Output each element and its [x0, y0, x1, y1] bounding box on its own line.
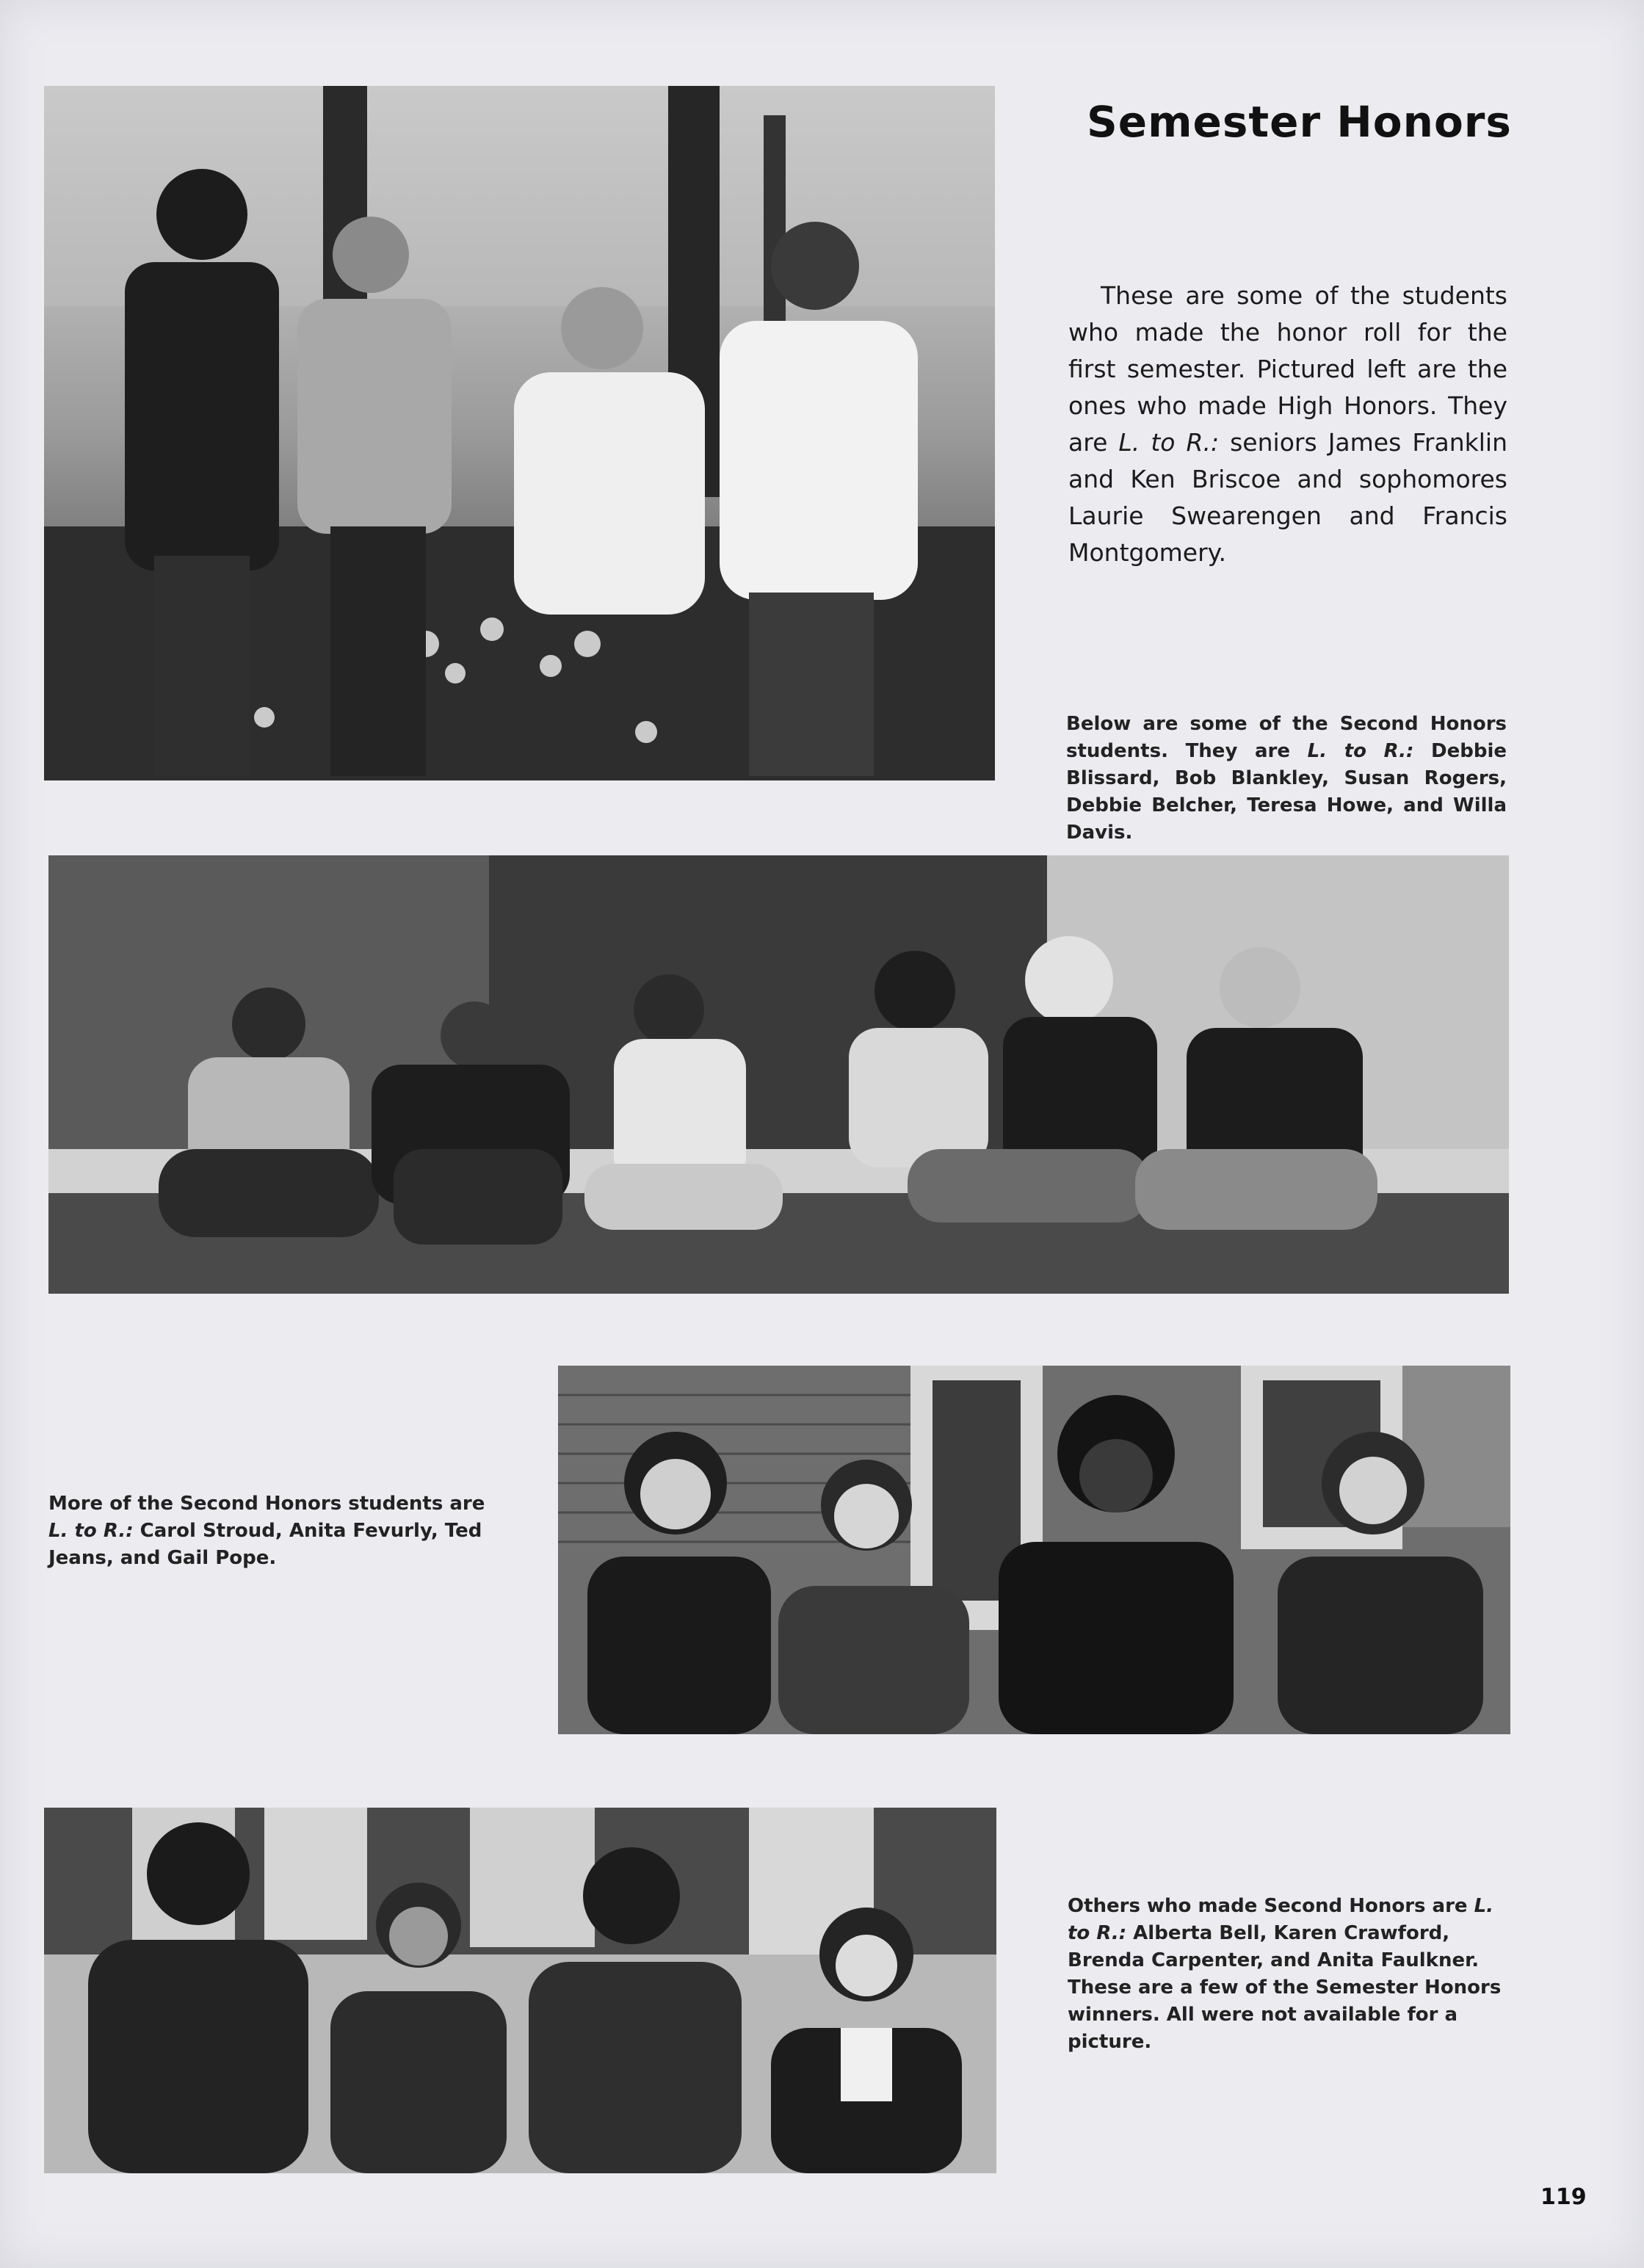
- caption-more-italic: L. to R.:: [48, 1520, 134, 1542]
- caption-second-honors: [1066, 711, 1507, 847]
- caption-others-before: Others who made Second Honors are: [1068, 1895, 1474, 1917]
- intro-paragraph: [1068, 278, 1507, 571]
- caption-more-second-honors: [48, 1490, 489, 1572]
- second-honors-others-photo: [44, 1808, 996, 2173]
- second-honors-group-photo-art: [48, 855, 1509, 1294]
- caption-more-after: Carol Stroud, Anita Fevurly, Ted Jeans, and Gail Pope.: [48, 1520, 482, 1569]
- page-title: Semester Honors: [1087, 97, 1512, 147]
- intro-text-italic: L. to R.:: [1118, 428, 1220, 457]
- caption-second-before: Below are some of the Second Honors students. They are: [1066, 713, 1507, 762]
- second-honors-others-photo-art: [44, 1808, 996, 2173]
- intro-text-after: seniors James Franklin and Ken Briscoe and sophomores Laurie Swearengen and Francis Montgomery.: [1068, 428, 1507, 567]
- caption-others-after: Alberta Bell, Karen Crawford, Brenda Carpenter, and Anita Faulkner. These are a few of the Semester Honors winners. All were not available for a picture.: [1068, 1922, 1502, 2053]
- caption-second-italic: L. to R.:: [1307, 740, 1414, 762]
- caption-second-after: Debbie Blissard, Bob Blankley, Susan Rogers, Debbie Belcher, Teresa Howe, and Willa Davis.: [1066, 740, 1507, 844]
- intro-text-before: These are some of the students who made the honor roll for the first semester. Pictured left are the ones who made High Honors. They are: [1068, 281, 1507, 457]
- caption-more-before: More of the Second Honors students are: [48, 1493, 485, 1515]
- high-honors-photo-art: [44, 86, 995, 780]
- page-number: 119: [1540, 2184, 1587, 2210]
- caption-others-italic: L. to R.:: [1068, 1895, 1494, 1944]
- second-honors-group-photo: [48, 855, 1509, 1294]
- high-honors-photo: [44, 86, 995, 780]
- caption-others-second-honors: [1068, 1893, 1507, 2056]
- second-honors-brick-photo: [558, 1366, 1510, 1734]
- second-honors-brick-photo-art: [558, 1366, 1510, 1734]
